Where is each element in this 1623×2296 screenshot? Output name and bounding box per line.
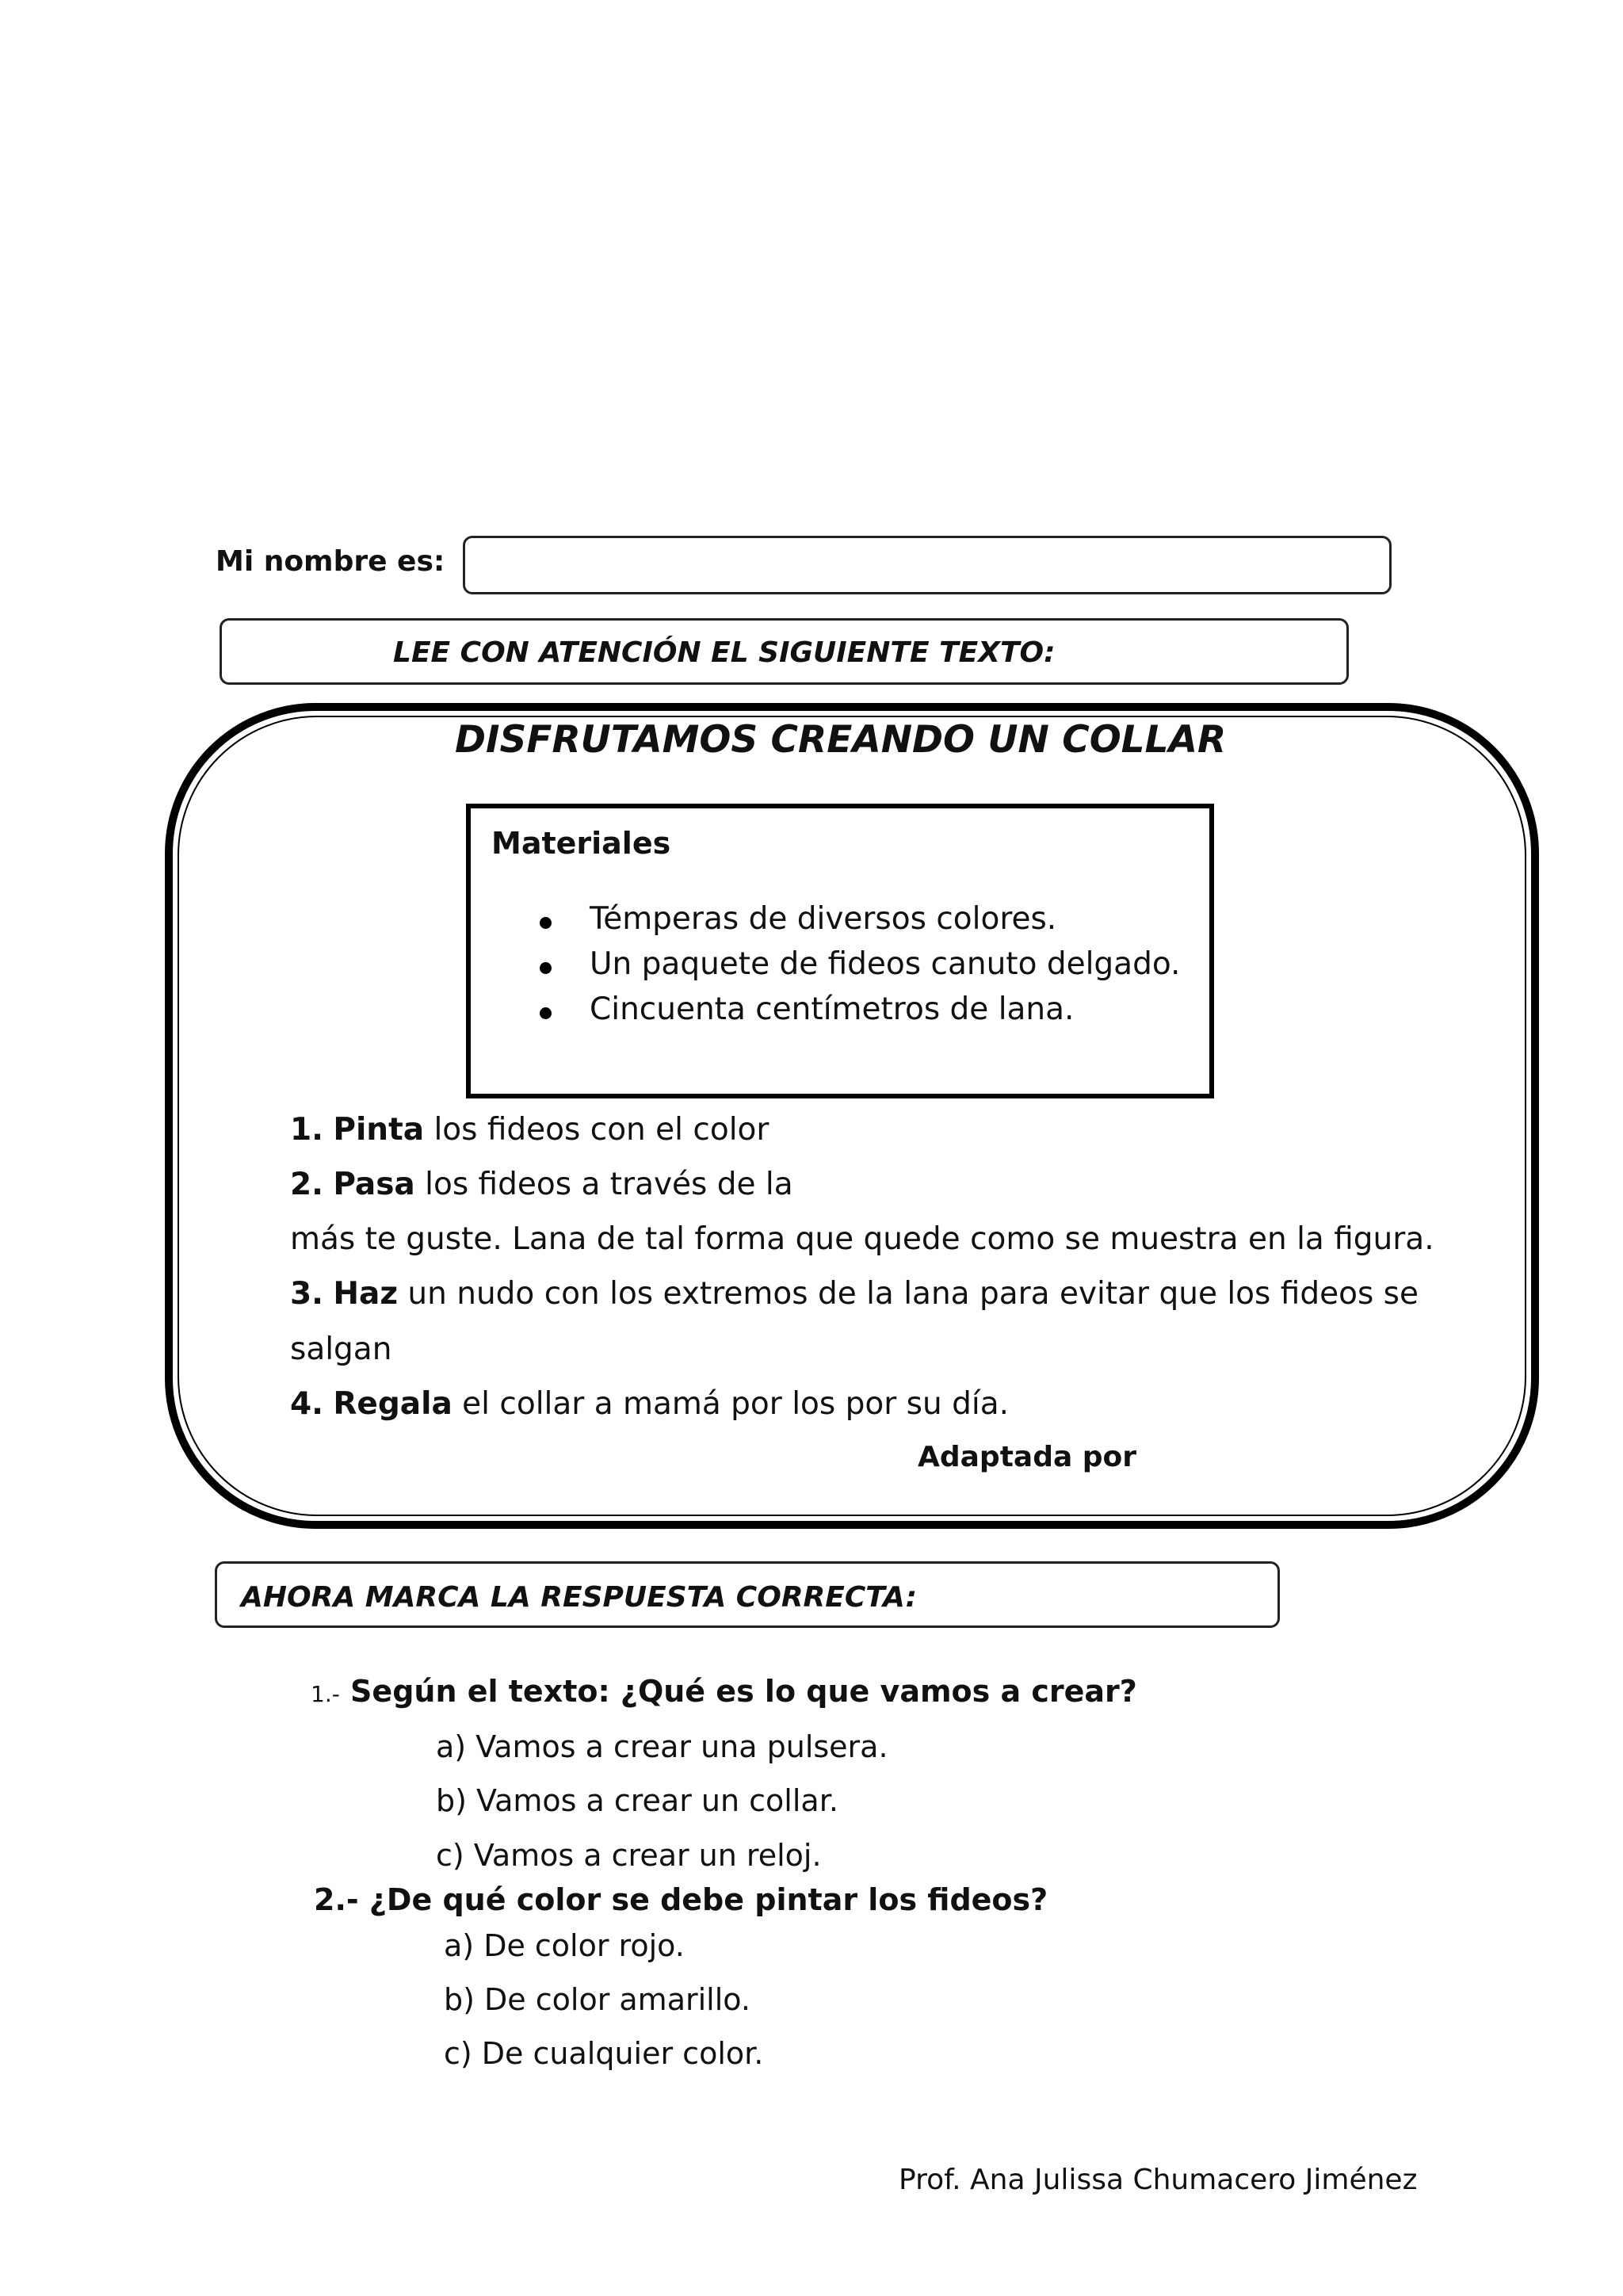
name-input-box[interactable] xyxy=(463,536,1392,594)
question-text: Según el texto: ¿Qué es lo que vamos a crear? xyxy=(339,1674,1137,1709)
step-3 xyxy=(290,1276,1419,1312)
quiz-instruction-text: AHORA MARCA LA RESPUESTA CORRECTA: xyxy=(241,1581,917,1614)
material-text: Témperas de diversos colores. xyxy=(590,901,1057,937)
step-text: el collar a mamá por los por su día. xyxy=(452,1386,1009,1422)
step-text: los fideos con el color xyxy=(424,1112,769,1148)
material-text: Cincuenta centímetros de lana. xyxy=(590,991,1075,1027)
step-text: los fideos a través de la xyxy=(414,1167,793,1202)
bullet-icon xyxy=(540,917,552,929)
step-number: 2. xyxy=(290,1167,323,1202)
step-text: un nudo con los extremos de la lana para evitar que los fideos se xyxy=(398,1276,1419,1312)
story-title: DISFRUTAMOS CREANDO UN COLLAR xyxy=(455,718,1227,762)
materials-title: Materiales xyxy=(491,826,671,861)
step-text: más te guste. Lana de tal forma que quede como se muestra en la figura. xyxy=(290,1221,1434,1257)
teacher-credit: Prof. Ana Julissa Chumacero Jiménez xyxy=(899,2164,1418,2196)
question-1 xyxy=(311,1674,1137,1709)
q1-option-b[interactable]: b) Vamos a crear un collar. xyxy=(436,1783,838,1818)
question-2: 2.- ¿De qué color se debe pintar los fideos? xyxy=(314,1882,1048,1917)
list-item xyxy=(534,946,1180,991)
q1-option-a[interactable]: a) Vamos a crear una pulsera. xyxy=(436,1729,888,1764)
quiz-instruction-banner xyxy=(215,1561,1280,1628)
step-3-continued xyxy=(290,1331,391,1367)
step-number: 3. xyxy=(290,1276,323,1312)
read-instruction-text: LEE CON ATENCIÓN EL SIGUIENTE TEXTO: xyxy=(393,636,1056,669)
q2-option-b[interactable]: b) De color amarillo. xyxy=(444,1982,750,2017)
bullet-icon xyxy=(540,962,552,974)
step-2-continued xyxy=(290,1221,1434,1257)
step-text: salgan xyxy=(290,1331,392,1367)
q1-option-c[interactable]: c) Vamos a crear un reloj. xyxy=(436,1838,822,1873)
q2-option-c[interactable]: c) De cualquier color. xyxy=(444,2036,764,2071)
list-item xyxy=(534,991,1180,1037)
bullet-icon xyxy=(540,1007,552,1019)
read-instruction-banner xyxy=(220,618,1349,685)
step-4 xyxy=(290,1386,1009,1422)
step-verb: Haz xyxy=(333,1276,399,1312)
step-2 xyxy=(290,1167,793,1202)
step-number: 1. xyxy=(290,1112,323,1148)
q2-option-a[interactable]: a) De color rojo. xyxy=(444,1928,685,1963)
name-label: Mi nombre es: xyxy=(216,545,445,578)
step-verb: Pinta xyxy=(333,1112,425,1148)
step-1 xyxy=(290,1112,769,1148)
material-text: Un paquete de fideos canuto delgado. xyxy=(590,946,1181,982)
adapted-by: Adaptada por xyxy=(918,1441,1137,1473)
list-item xyxy=(534,901,1180,946)
step-number: 4. xyxy=(290,1386,323,1422)
question-number: 1.- xyxy=(311,1681,340,1707)
materials-list xyxy=(534,901,1180,1037)
step-verb: Pasa xyxy=(333,1167,415,1202)
step-verb: Regala xyxy=(333,1386,453,1422)
